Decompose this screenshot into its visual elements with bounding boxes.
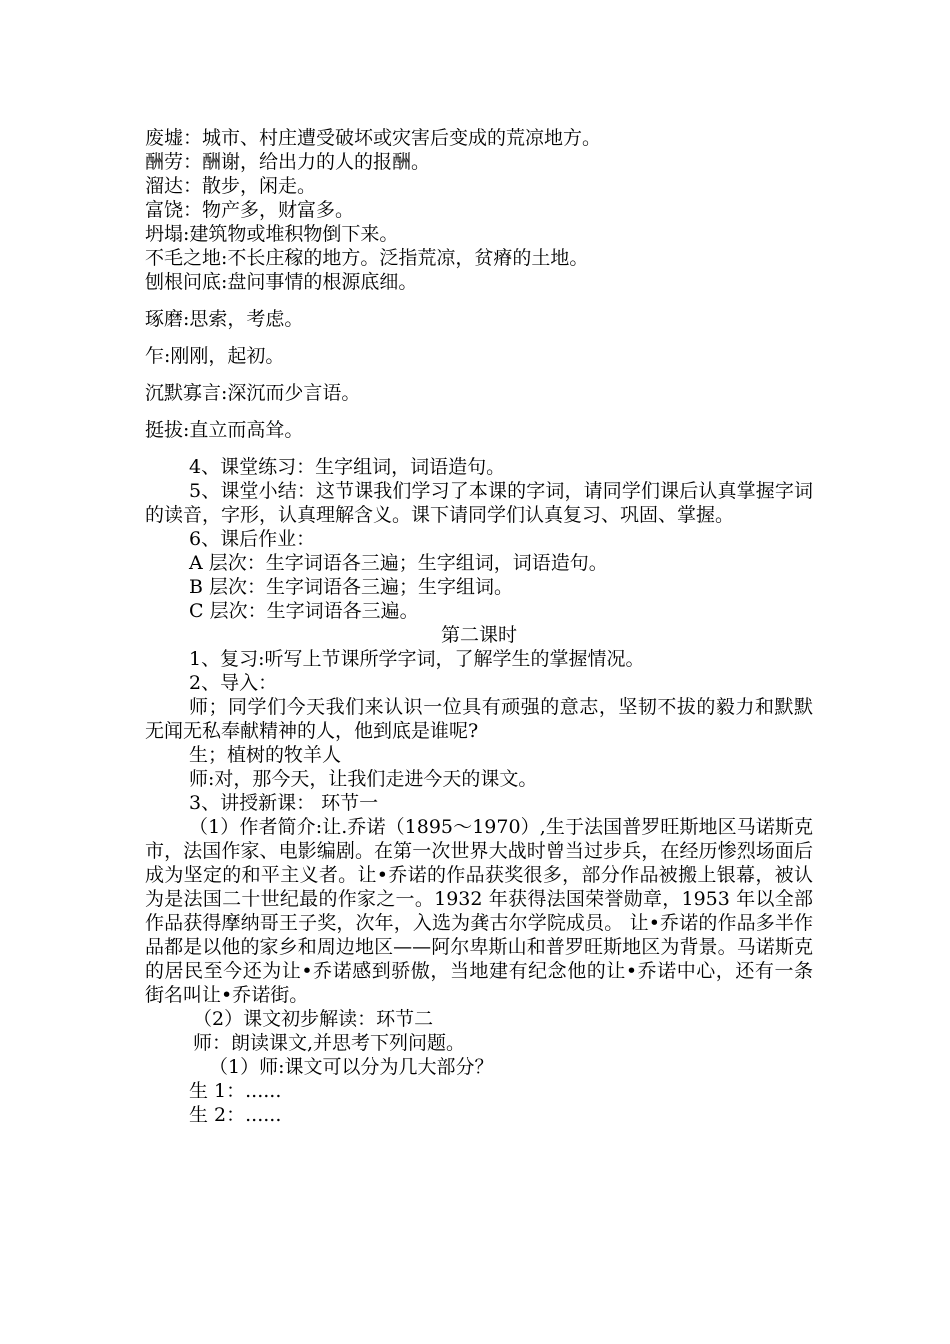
- author-paragraph: （1）作者简介:让.乔诺（1895～1970）,生于法国普罗旺斯地区马诺斯克市，法国作家、电影编剧。在第一次世界大战时曾当过步兵，在经历惨烈场面后成为坚定的和平主义者。让•乔诺的作品获奖很多，部分作品被搬上银幕，被认为是法国二十世纪最的作家之一。1932 年获得法国荣誉勋章，1953 年以全部作品获得摩纳哥王子奖，次年，入选为龚古尔学院成员。 让•乔诺的作品多半作品都是以他的家乡和周边地区——阿尔卑斯山和普罗旺斯地区为背景。马诺斯克的居民至今还为让•乔诺感到骄傲，当地建有纪念他的让•乔诺中心，还有一条街名叫让•乔诺街。: [145, 816, 813, 1006]
- definition-line: 乍:刚刚，起初。: [145, 345, 285, 367]
- reading-line: （2）课文初步解读：环节二: [193, 1008, 434, 1030]
- review-line: 1、复习:听写上节课所学字词，了解学生的掌握情况。: [189, 648, 645, 670]
- definition-line: 坍塌:建筑物或堆积物倒下来。: [145, 223, 399, 245]
- homework-title: 6、课后作业：: [189, 528, 316, 550]
- homework-level-b: B 层次：生字词语各三遍；生字组词。: [189, 576, 514, 598]
- student-answer: 生 2：......: [189, 1104, 282, 1126]
- student-answer: 生 1：......: [189, 1080, 282, 1102]
- intro-line: 2、导入：: [189, 672, 278, 694]
- definition-line: 富饶：物产多，财富多。: [145, 199, 355, 221]
- document-body: [145, 126, 813, 1127]
- question-line: （1）师:课文可以分为几大部分？: [209, 1056, 494, 1078]
- definition-line: 废墟：城市、村庄遭受破坏或灾害后变成的荒凉地方。: [145, 127, 602, 149]
- definition-line: 沉默寡言:深沉而少言语。: [145, 382, 361, 404]
- definition-line: 酬劳：酬谢，给出力的人的报酬。: [145, 151, 431, 173]
- summary-paragraph: 5、课堂小结：这节课我们学习了本课的字词，请同学们课后认真掌握字词的读音，字形，认真理解含义。课下请同学们认真复习、巩固、掌握。: [145, 480, 813, 526]
- teacher-line: 师：朗读课文,并思考下列问题。: [193, 1032, 466, 1054]
- definition-line: 刨根问底:盘问事情的根源底细。: [145, 271, 418, 293]
- student-line: 生；植树的牧羊人: [189, 744, 342, 766]
- definition-line: 琢磨:思索，考虑。: [145, 308, 304, 330]
- section-heading: 第二课时: [440, 624, 517, 646]
- homework-level-c: C 层次：生字词语各三遍。: [189, 600, 419, 622]
- definition-line: 溜达：散步，闲走。: [145, 175, 317, 197]
- teacher-line: 师；同学们今天我们来认识一位具有顽强的意志，坚韧不拔的毅力和默默无闻无私奉献精神的人，他到底是谁呢?: [145, 696, 813, 742]
- teacher-line: 师:对，那今天，让我们走进今天的课文。: [189, 768, 538, 790]
- definition-line: 不毛之地:不长庄稼的地方。泛指荒凉，贫瘠的土地。: [145, 247, 589, 269]
- practice-line: 4、课堂练习：生字组词，词语造句。: [189, 456, 506, 478]
- homework-level-a: A 层次：生字词语各三遍；生字组词，词语造句。: [189, 552, 608, 574]
- new-lesson-line: 3、讲授新课： 环节一: [189, 792, 379, 814]
- definition-line: 挺拔:直立而高耸。: [145, 419, 304, 441]
